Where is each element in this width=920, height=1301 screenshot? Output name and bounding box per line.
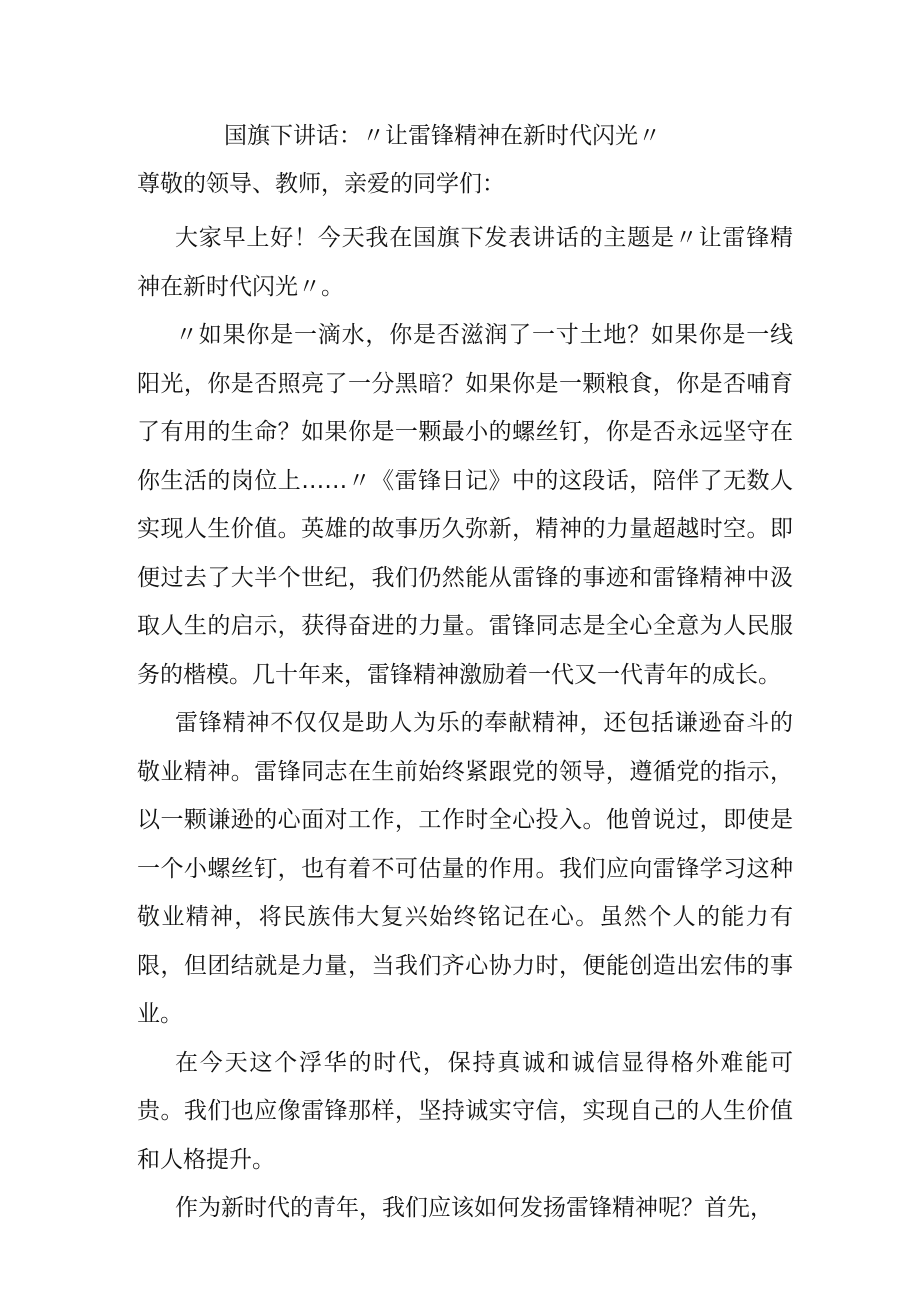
paragraph-opening: 大家早上好！今天我在国旗下发表讲话的主题是〃让雷锋精神在新时代闪光〃。	[137, 225, 793, 300]
document-title: 国旗下讲话：〃让雷锋精神在新时代闪光〃	[224, 123, 661, 149]
paragraph-new-era-youth: 作为新时代的青年，我们应该如何发扬雷锋精神呢？首先，	[175, 1195, 773, 1221]
paragraph-diary-quote: 〃如果你是一滴水，你是否滋润了一寸土地？如果你是一线阳光，你是否照亮了一分黑暗？如果你是一颗粮食，你是否哺育了有用的生命？如果你是一颗最小的螺丝钉，你是否永远坚守在你生活的岗位上……〃《雷锋日记》中的这段话，陪伴了无数人实现人生价值。英雄的故事历久弥新，精神的力量超越时空。即便过去了大半个世纪，我们仍然能从雷锋的事迹和雷锋精神中汲取人生的启示，获得奋进的力量。雷锋同志是全心全意为人民服务的楷模。几十年来，雷锋精神激励着一代又一代青年的成长。	[137, 322, 793, 688]
speech-body	[137, 214, 793, 1233]
paragraph-honesty: 在今天这个浮华的时代，保持真诚和诚信显得格外难能可贵。我们也应像雷锋那样，坚持诚实守信，实现自己的人生价值和人格提升。	[137, 1049, 793, 1173]
paragraph-dedication-spirit: 雷锋精神不仅仅是助人为乐的奉献精神，还包括谦逊奋斗的敬业精神。雷锋同志在生前始终紧跟党的领导，遵循党的指示，以一颗谦逊的心面对工作，工作时全心投入。他曾说过，即使是一个小螺丝钉，也有着不可估量的作用。我们应向雷锋学习这种敬业精神，将民族伟大复兴始终铭记在心。虽然个人的能力有限，但团结就是力量，当我们齐心协力时，便能创造出宏伟的事业。	[137, 710, 793, 1027]
greeting-line: 尊敬的领导、教师，亲爱的同学们：	[137, 171, 505, 197]
